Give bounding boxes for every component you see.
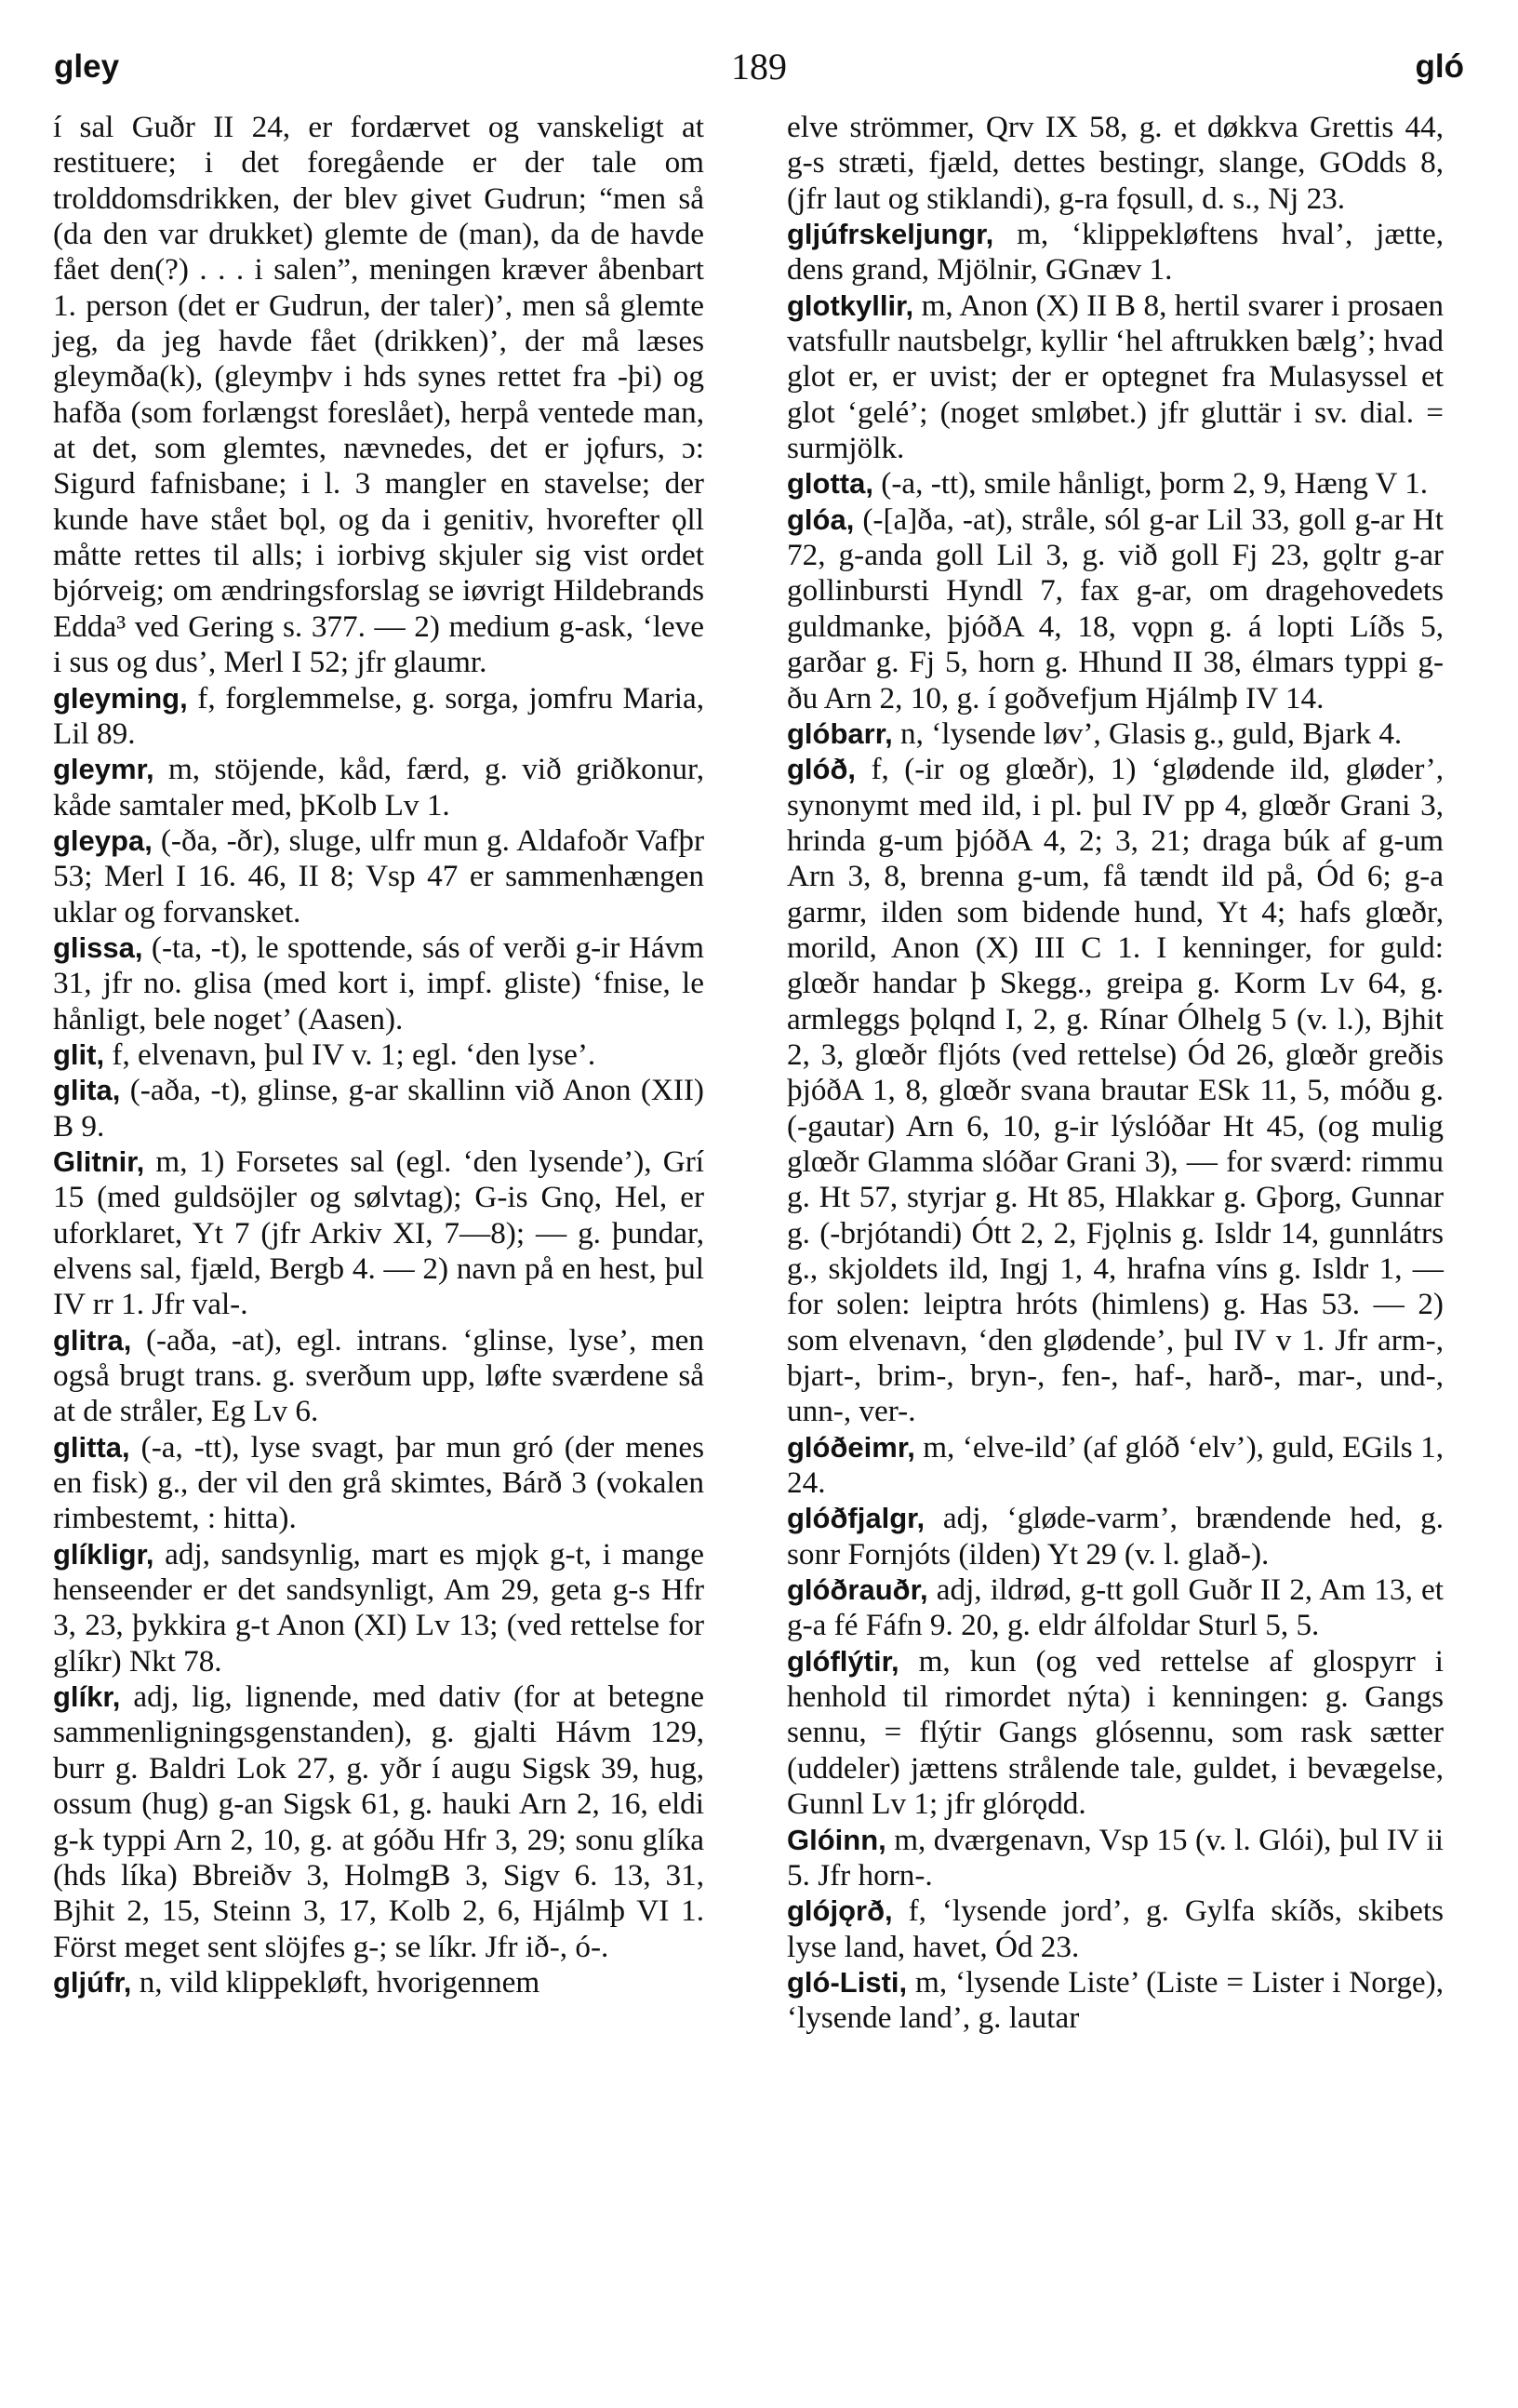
entry-definition: f, forglemmelse, g. sorga, jomfru Maria, Lil 89. [53,680,704,751]
entry-definition: (-a, -tt), lyse svagt, þar mun gró (der menes en fisk) g., der vil den grå skimtes, Bárð 3 (vokalen rimbestemt, : hitta). [53,1429,704,1536]
entry-headword: glóðrauðr, [787,1573,928,1607]
dictionary-entry [787,1501,1444,1572]
entry-definition: adj, sandsynlig, mart es mjǫk g-t, i mange henseender er det sandsynligt, Am 29, geta g-s Hfr 3, 23, þykkira g-t Anon (XI) Lv 13; (ved rettelse for glíkr) Nkt 78. [53,1536,704,1679]
entry-headword: glissa, [53,930,143,964]
entry-definition: f, ‘lysende jord’, g. Gylfa skíðs, skibets lyse land, havet, Ód 23. [787,1893,1444,1964]
entry-headword: glotkyllir, [787,288,914,322]
dictionary-entry [53,1323,704,1430]
entry-headword: gló-Listi, [787,1965,908,1999]
dictionary-entry [787,1430,1444,1502]
dictionary-entry [53,1679,704,1965]
entry-headword: Glitnir, [53,1144,145,1178]
entry-headword: glójǫrð, [787,1894,893,1928]
right-column [787,110,1444,2037]
dictionary-entry [787,1893,1444,1965]
dictionary-entry [53,930,704,1037]
dictionary-entry [53,1965,704,2000]
dictionary-entry [787,752,1444,1430]
entry-definition: m, 1) Forsetes sal (egl. ‘den lysende’), Grí 15 (med guldsöjler og sølvtag); G-is Gnǫ, Hel, er uforklaret, Yt 7 (jfr Arkiv XI, 7—8); — g. þundar, elvens sal, fjæld, Bergb 4. — 2) navn på en hest, þul IV rr 1. Jfr val-. [53,1144,704,1322]
dictionary-entry [787,1572,1444,1644]
dictionary-entry [53,1144,704,1323]
dictionary-entry [53,1037,704,1073]
left-column [53,110,704,2000]
entry-headword: gljúfrskeljungr, [787,218,994,251]
entry-definition: (-a, -tt), smile hånligt, þorm 2, 9, Hæng V 1. [873,466,1429,502]
entry-definition: adj, ildrød, g-tt goll Guðr II 2, Am 13, et g-a fé Fáfn 9. 20, g. eldr álfoldar Sturl 5, 5. [787,1572,1444,1643]
entry-definition: í sal Guðr II 24, er fordærvet og vanskeligt at restituere; i det foregående er der tale om trolddomsdrikken, der blev givet Gudrun; “men så (da den var drukket) glemte de (man), da de havde fået den(?) . . . i salen”, meningen kræver åbenbart 1. person (det er Gudrun, der taler)’, men så glemte jeg, da jeg havde fået (drikken)’, der må læses gleymða(k), (gleymþv i hds synes rettet fra -þi) og hafða (som forlængst foreslået), herpå ventede man, at det, som glemtes, nævnedes, det er jǫfurs, ɔ: Sigurd fafnisbane; i l. 3 mangler en stavelse; der kunde have stået bǫl, og da i genitiv, hvorefter ǫll måtte rettes til alls; i iorbivg skjuler sig vist ordet bjórveig; om ændringsforslag se iøvrigt Hildebrands Edda³ ved Gering s. 377. — 2) medium g-ask, ‘leve i sus og dus’, Merl I 52; jfr glaumr. [53,110,704,680]
entry-headword: glóa, [787,502,855,536]
entry-headword: gleymr, [53,753,154,786]
dictionary-entry [53,1537,704,1679]
dictionary-entry [787,217,1444,288]
dictionary-entry [787,288,1444,467]
dictionary-entry [787,1644,1444,1823]
entry-headword: glotta, [787,467,873,501]
entry-definition: (-[a]ða, -at), stråle, sól g-ar Lil 33, goll g-ar Ht 72, g-anda goll Lil 3, g. við goll Fj 23, gǫltr g-ar gollinbursti Hyndl 7, fax g-ar, om dragehovedets guldmanke, þjóðA 4, 18, vǫpn g. á lopti Líðs 5, garðar g. Fj 5, horn g. Hhund II 38, élmars typpi g-ðu Arn 2, 10, g. í goðvefjum Hjálmþ IV 14. [787,502,1444,716]
page-number: 189 [731,46,787,87]
entry-definition: n, ‘lysende løv’, Glasis g., guld, Bjark 4. [892,716,1403,751]
dictionary-entry [53,752,704,823]
entry-definition: m, dværgenavn, Vsp 15 (v. l. Glói), þul IV ii 5. Jfr horn-. [787,1822,1444,1893]
dictionary-entry [787,466,1444,502]
entry-definition: (-aða, -at), egl. intrans. ‘glinse, lyse’, men også brugt trans. g. sverðum upp, løfte sværdene så at de stråler, Eg Lv 6. [53,1322,704,1429]
dictionary-entry [787,502,1444,716]
entry-definition: m, stöjende, kåd, færd, g. við griðkonur, kåde samtaler med, þKolb Lv 1. [53,752,704,823]
entry-headword: glíkligr, [53,1537,154,1571]
entry-headword: glóð, [787,753,857,786]
entry-headword: glóðeimr, [787,1430,915,1464]
entry-headword: glóflýtir, [787,1644,899,1678]
entry-headword: glóðfjalgr, [787,1502,925,1535]
entry-definition: m, ‘lysende Liste’ (Liste = Lister i Norge), ‘lysende land’, g. lautar [787,1964,1444,2036]
entry-headword: glitta, [53,1430,130,1464]
entry-headword: gleypa, [53,823,153,857]
running-head [54,48,1464,91]
dictionary-entry [53,110,704,681]
entry-headword: gljúfr, [53,1965,132,1999]
dictionary-entry [53,823,704,930]
entry-definition: m, ‘klippekløftens hval’, jætte, dens grand, Mjölnir, GGnæv 1. [787,217,1444,288]
entry-definition: f, elvenavn, þul IV v. 1; egl. ‘den lyse’. [104,1037,596,1072]
entry-headword: glíkr, [53,1680,121,1714]
entry-definition: (-ða, -ðr), sluge, ulfr mun g. Aldafoðr Vafþr 53; Merl I 16. 46, II 8; Vsp 47 er sammenhængen uklar og forvansket. [53,823,704,930]
entry-definition: (-aða, -t), glinse, g-ar skallinn við Anon (XII) B 9. [53,1073,704,1144]
dictionary-entry [787,1823,1444,1894]
dictionary-entry [787,110,1444,217]
running-head-first-word: gley [54,48,120,85]
entry-definition: elve strömmer, Qrv IX 58, g. et døkkva Grettis 44, g-s stræti, fjæld, dettes bestingr, slange, GOdds 8, (jfr laut og stiklandi), g-ra fǫsull, d. s., Nj 23. [787,110,1444,216]
dictionary-entry [787,716,1444,752]
entry-definition: m, Anon (X) II B 8, hertil svarer i prosaen vatsfullr nautsbelgr, kyllir ‘hel aftrukken bælg’; hvad glot er, er uvist; der er optegnet fra Mulasyssel et glot ‘gelé’; (noget smløbet.) jfr gluttär i sv. dial. = surmjölk. [787,288,1444,466]
dictionary-entry [787,1965,1444,2037]
entry-headword: glit, [53,1037,105,1071]
running-head-last-word: gló [1415,48,1464,85]
entry-headword: gleyming, [53,681,188,715]
entry-definition: n, vild klippekløft, hvorigennem [131,1964,540,2000]
dictionary-entry [53,681,704,753]
entry-definition: m, kun (og ved rettelse af glospyrr i henhold til rimordet nýta) i kenningen: g. Gangs sennu, = flýtir Gangs glósennu, som rask sætter (uddeler) jættens strålende tale, guldet, i bevægelse, Gunnl Lv 1; jfr glórǫdd. [787,1643,1444,1822]
dictionary-entry [53,1430,704,1537]
entry-headword: glitra, [53,1323,132,1357]
entry-definition: adj, lig, lignende, med dativ (for at betegne sammenligningsgenstanden), g. gjalti Hávm 129, burr g. Baldri Lok 27, g. yðr í augu Sigsk 39, hug, ossum (hug) g-an Sigsk 61, g. hauki Arn 2, 16, eldi g-k typpi Arn 2, 10, g. at góðu Hfr 3, 29; sonu glíka (hds líka) Bbreiðv 3, HolmgB 3, Sigv 6. 13, 31, Bjhit 2, 15, Steinn 3, 17, Kolb 2, 6, Hjálmþ VI 1. Först meget sent slöjfes g-; se líkr. Jfr ið-, ó-. [53,1679,704,1964]
dictionary-entry [53,1073,704,1144]
entry-headword: glóbarr, [787,716,893,750]
entry-definition: m, ‘elve-ild’ (af glóð ‘elv’), guld, EGils 1, 24. [787,1429,1444,1501]
entry-headword: glita, [53,1074,121,1107]
entry-headword: Glóinn, [787,1823,886,1856]
entry-definition: adj, ‘gløde-varm’, brændende hed, g. sonr Fornjóts (ilden) Yt 29 (v. l. glað-). [787,1501,1444,1572]
entry-definition: (-ta, -t), le spottende, sás of verði g-ir Hávm 31, jfr no. glisa (med kort i, impf. gliste) ‘fnise, le hånligt, bele noget’ (Aasen). [53,930,704,1037]
entry-definition: f, (-ir og glœðr), 1) ‘glødende ild, gløder’, synonymt med ild, i pl. þul IV pp 4, glœðr Grani 3, hrinda g-um þjóðA 4, 2; 3, 21; draga búk af g-um Arn 3, 8, brenna g-um, få tændt ild på, Ód 6; g-a garmr, ilden som bidende hund, Yt 4; hafs glœðr, morild, Anon (X) III C 1. I kenninger, for guld: glœðr handar þ Skegg., greipa g. Korm Lv 64, g. armleggs þǫlqnd I, 2, g. Rínar Ólhelg 5 (v. l.), Bjhit 2, 3, glœðr fljóts (ved rettelse) Ód 26, glœðr greðis þjóðA 1, 8, glœðr svana brautar ESk 11, 5, móðu g. (-gautar) Arn 6, 10, g-ir lýslóðar Ht 45, (og mulig glœðr Glamma slóðar Grani 3), — for sværd: rimmu g. Ht 57, styrjar g. Ht 85, Hlakkar g. Gþorg, Gunnar g. (-brjótandi) Ótt 2, 2, Fjǫlnis g. Isldr 14, gunnlátrs g., skjoldets ild, Ingj 1, 4, hrafna víns g. Isldr 1, — for solen: leiptra hróts (himlens) g. Has 53. — 2) som elvenavn, ‘den glødende’, þul IV v 1. Jfr arm-, bjart-, brim-, bryn-, fen-, haf-, harð-, mar-, und-, unn-, ver-. [787,752,1444,1429]
